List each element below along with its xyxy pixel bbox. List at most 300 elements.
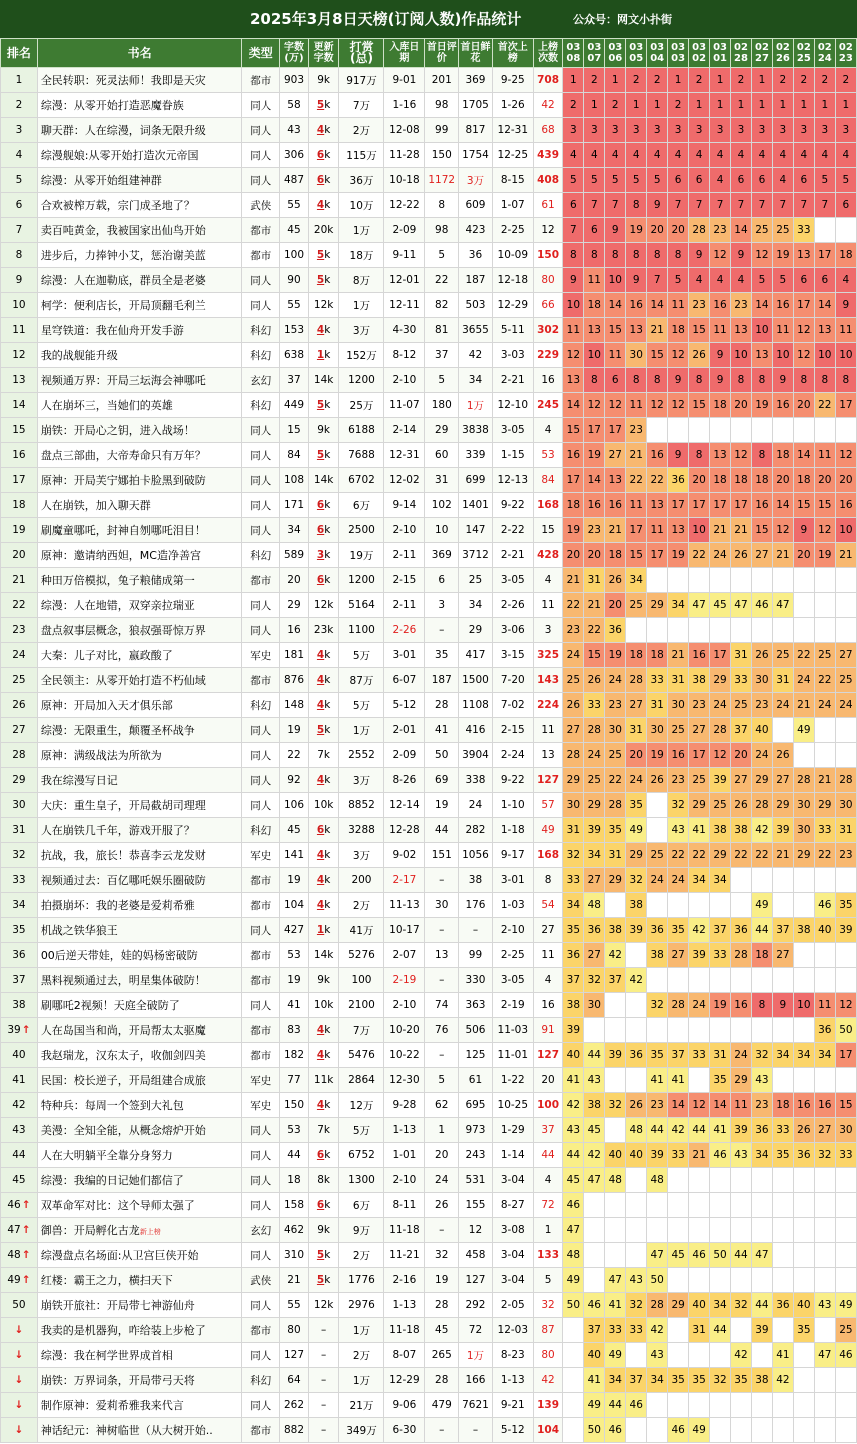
header-date: 03 01 <box>710 39 731 68</box>
table-row[interactable] <box>1 1318 857 1343</box>
tip-cell: 19万 <box>339 543 384 568</box>
rank-times-cell: 66 <box>533 293 563 318</box>
first-rank-date-cell: 1-13 <box>492 1368 533 1393</box>
daily-rank-cell: 28 <box>563 743 584 768</box>
type-cell: 科幻 <box>242 543 280 568</box>
daily-rank-cell: 4 <box>793 143 814 168</box>
daily-rank-cell: 9 <box>710 343 731 368</box>
rank-number: 34 <box>12 899 26 911</box>
enter-date-cell: 1-13 <box>384 1118 425 1143</box>
words-cell: 171 <box>280 493 309 518</box>
daily-rank-cell: 2 <box>605 93 626 118</box>
first-rank-date-cell: 3-08 <box>492 1218 533 1243</box>
daily-rank-cell: 4 <box>835 268 856 293</box>
table-row[interactable] <box>1 493 857 518</box>
daily-rank-cell: 24 <box>710 543 731 568</box>
book-name-cell <box>37 1368 242 1393</box>
table-row[interactable] <box>1 518 857 543</box>
table-row[interactable] <box>1 143 857 168</box>
rank-cell <box>1 843 38 868</box>
daily-rank-cell: 12 <box>814 518 835 543</box>
daily-rank-cell: 3 <box>814 118 835 143</box>
table-row[interactable] <box>1 993 857 1018</box>
daily-rank-cell <box>647 1393 668 1418</box>
daily-rank-cell: 16 <box>563 443 584 468</box>
update-words-cell <box>308 743 339 768</box>
update-words-number: 6 <box>316 524 325 536</box>
table-row[interactable] <box>1 868 857 893</box>
table-row[interactable] <box>1 168 857 193</box>
update-words-cell <box>308 543 339 568</box>
table-row[interactable] <box>1 668 857 693</box>
daily-rank-cell: 24 <box>814 693 835 718</box>
daily-rank-cell: 7 <box>689 193 710 218</box>
update-words-unit: 14k <box>313 374 334 386</box>
book-name-cell <box>37 293 242 318</box>
rank-number: 12 <box>12 349 26 361</box>
table-row[interactable] <box>1 843 857 868</box>
type-cell: 同人 <box>242 168 280 193</box>
enter-date-cell: 1-13 <box>384 1293 425 1318</box>
daily-rank-cell: 34 <box>605 1368 626 1393</box>
daily-rank-cell: 13 <box>814 318 835 343</box>
update-words-cell <box>308 368 339 393</box>
table-row[interactable] <box>1 568 857 593</box>
table-row[interactable] <box>1 268 857 293</box>
update-words-cell <box>308 318 339 343</box>
rank-down-icon: ↓ <box>14 1324 24 1336</box>
daily-rank-cell: 9 <box>668 443 689 468</box>
book-name-cell <box>37 643 242 668</box>
book-name-cell <box>37 1418 242 1443</box>
daily-rank-cell: 48 <box>584 893 605 918</box>
table-row[interactable] <box>1 618 857 643</box>
header-update-words: 更新字数 <box>308 39 339 68</box>
daily-rank-cell: 31 <box>772 668 793 693</box>
update-words-cell <box>308 668 339 693</box>
enter-date-cell: 10-17 <box>384 918 425 943</box>
rank-number: 15 <box>12 424 26 436</box>
daily-rank-cell: 14 <box>647 293 668 318</box>
daily-rank-cell: 20 <box>563 543 584 568</box>
table-row[interactable] <box>1 393 857 418</box>
daily-rank-cell: 31 <box>605 843 626 868</box>
words-cell: 58 <box>280 93 309 118</box>
words-cell: 77 <box>280 1068 309 1093</box>
table-row[interactable] <box>1 93 857 118</box>
rank-number: 13 <box>12 374 26 386</box>
rank-times-cell: 80 <box>533 1343 563 1368</box>
table-row[interactable] <box>1 443 857 468</box>
rank-times-cell: 16 <box>533 993 563 1018</box>
tip-cell: 7688 <box>339 443 384 468</box>
daily-rank-cell: 44 <box>647 1118 668 1143</box>
daily-rank-cell: 26 <box>626 1093 647 1118</box>
first-day-review-cell: 1 <box>425 1118 459 1143</box>
table-row[interactable] <box>1 643 857 668</box>
tip-cell: 6万 <box>339 1193 384 1218</box>
header-enter-date: 入库日期 <box>384 39 425 68</box>
enter-date-cell: 10-18 <box>384 168 425 193</box>
daily-rank-cell <box>814 1218 835 1243</box>
daily-rank-cell: 28 <box>751 793 772 818</box>
title-bar <box>0 0 857 38</box>
daily-rank-cell: 9 <box>668 368 689 393</box>
daily-rank-cell: 11 <box>626 393 647 418</box>
rank-times-cell: 53 <box>533 443 563 468</box>
daily-rank-cell: 1 <box>751 93 772 118</box>
update-words-unit: 10k <box>313 799 334 811</box>
enter-date-cell: 1-16 <box>384 93 425 118</box>
book-name: 视频通过去：百亿哪吒娱乐圈破防 <box>40 874 206 887</box>
daily-rank-cell <box>835 968 856 993</box>
daily-rank-cell: 2 <box>584 68 605 93</box>
table-row[interactable] <box>1 468 857 493</box>
words-cell: 29 <box>280 593 309 618</box>
table-row[interactable] <box>1 1243 857 1268</box>
rank-cell <box>1 943 38 968</box>
first-day-review-cell: 187 <box>425 668 459 693</box>
daily-rank-cell <box>584 1243 605 1268</box>
rank-number: 50 <box>12 1299 26 1311</box>
daily-rank-cell: 8 <box>793 368 814 393</box>
daily-rank-cell <box>626 1343 647 1368</box>
first-day-flower-cell: 503 <box>459 293 493 318</box>
first-rank-date-cell: 9-22 <box>492 493 533 518</box>
header-words: 字数(万) <box>280 39 309 68</box>
first-day-review-cell: 28 <box>425 1368 459 1393</box>
book-name: 视频通万界：开局三坛海会神哪吒 <box>40 374 206 387</box>
table-row[interactable] <box>1 818 857 843</box>
rank-cell <box>1 593 38 618</box>
daily-rank-cell <box>605 1068 626 1093</box>
update-words-unit: 14k <box>313 474 334 486</box>
page-title: 2025年3月8日天榜(订阅人数)作品统计 <box>250 10 522 28</box>
daily-rank-cell: 35 <box>668 918 689 943</box>
rank-times-cell: 11 <box>533 593 563 618</box>
table-row[interactable] <box>1 593 857 618</box>
first-day-flower-cell: – <box>459 918 493 943</box>
daily-rank-cell: 9 <box>563 268 584 293</box>
words-cell: 44 <box>280 1143 309 1168</box>
daily-rank-cell <box>647 618 668 643</box>
rank-times-cell: 3 <box>533 618 563 643</box>
first-day-flower-cell: – <box>459 1418 493 1443</box>
first-rank-date-cell: 12-18 <box>492 268 533 293</box>
daily-rank-cell: 13 <box>793 243 814 268</box>
enter-date-cell: 8-26 <box>384 768 425 793</box>
update-words-cell <box>308 768 339 793</box>
daily-rank-cell <box>689 1068 710 1093</box>
update-words-cell <box>308 1193 339 1218</box>
table-row[interactable] <box>1 1368 857 1393</box>
daily-rank-cell: 22 <box>751 843 772 868</box>
table-row[interactable] <box>1 218 857 243</box>
daily-rank-cell: 15 <box>563 418 584 443</box>
daily-rank-cell: 13 <box>605 468 626 493</box>
table-row[interactable] <box>1 318 857 343</box>
header-date: 02 27 <box>751 39 772 68</box>
daily-rank-cell <box>668 1343 689 1368</box>
rank-times-cell: 44 <box>533 1143 563 1168</box>
update-words-cell <box>308 893 339 918</box>
tip-cell: 12万 <box>339 1093 384 1118</box>
daily-rank-cell <box>772 1168 793 1193</box>
table-row[interactable] <box>1 893 857 918</box>
daily-rank-cell: 17 <box>647 543 668 568</box>
daily-rank-cell: 26 <box>647 768 668 793</box>
first-day-review-cell: 62 <box>425 1093 459 1118</box>
first-day-flower-cell: 7621 <box>459 1393 493 1418</box>
rank-number: 33 <box>12 874 26 886</box>
rank-times-cell: 229 <box>533 343 563 368</box>
book-name-cell <box>37 368 242 393</box>
daily-rank-cell: 37 <box>563 968 584 993</box>
daily-rank-cell: 26 <box>689 343 710 368</box>
daily-rank-cell: 4 <box>835 143 856 168</box>
table-row[interactable] <box>1 968 857 993</box>
daily-rank-cell: 37 <box>626 1368 647 1393</box>
table-row[interactable] <box>1 1093 857 1118</box>
daily-rank-cell: 24 <box>668 868 689 893</box>
table-row[interactable] <box>1 1343 857 1368</box>
daily-rank-cell: 33 <box>793 218 814 243</box>
header-date: 02 25 <box>793 39 814 68</box>
daily-rank-cell <box>772 1218 793 1243</box>
words-cell: 90 <box>280 268 309 293</box>
first-day-review-cell: 37 <box>425 343 459 368</box>
daily-rank-cell: 1 <box>605 68 626 93</box>
enter-date-cell: 9-28 <box>384 1093 425 1118</box>
table-row[interactable] <box>1 243 857 268</box>
first-day-review-cell: – <box>425 918 459 943</box>
table-row[interactable] <box>1 1143 857 1168</box>
first-day-flower-cell: 1万 <box>459 393 493 418</box>
type-cell: 同人 <box>242 1243 280 1268</box>
table-row[interactable] <box>1 743 857 768</box>
book-name-cell <box>37 818 242 843</box>
daily-rank-cell: 29 <box>668 1293 689 1318</box>
table-row[interactable] <box>1 1118 857 1143</box>
daily-rank-cell <box>835 1243 856 1268</box>
daily-rank-cell: 16 <box>772 293 793 318</box>
first-rank-date-cell: 2-26 <box>492 593 533 618</box>
table-row[interactable] <box>1 1393 857 1418</box>
daily-rank-cell: 17 <box>731 493 752 518</box>
update-words-cell <box>308 1143 339 1168</box>
table-row[interactable] <box>1 793 857 818</box>
daily-rank-cell: 39 <box>772 818 793 843</box>
rank-cell <box>1 893 38 918</box>
daily-rank-cell: 39 <box>563 1018 584 1043</box>
book-name-cell <box>37 693 242 718</box>
daily-rank-cell <box>814 568 835 593</box>
daily-rank-cell: 20 <box>689 468 710 493</box>
table-row[interactable] <box>1 1193 857 1218</box>
book-name: 人在岛国当和尚，开局帮太太驱魔 <box>40 1024 206 1037</box>
first-day-flower-cell: 423 <box>459 218 493 243</box>
enter-date-cell: 8-07 <box>384 1343 425 1368</box>
book-name: 我卖的是机器狗，咋给装上步枪了 <box>40 1324 206 1337</box>
update-words-number: 6 <box>316 174 325 186</box>
rank-cell <box>1 368 38 393</box>
update-words-number: 1 <box>316 924 325 936</box>
daily-rank-cell: 9 <box>689 243 710 268</box>
book-name: 全民转职：死灵法师！我即是天灾 <box>40 74 206 87</box>
daily-rank-cell: 21 <box>710 518 731 543</box>
first-rank-date-cell: 1-14 <box>492 1143 533 1168</box>
daily-rank-cell: 16 <box>793 1093 814 1118</box>
daily-rank-cell: 1 <box>584 93 605 118</box>
table-row[interactable] <box>1 368 857 393</box>
rank-number: 49 <box>7 1274 21 1286</box>
table-row[interactable] <box>1 193 857 218</box>
type-cell: 都市 <box>242 668 280 693</box>
update-words-cell <box>308 1343 339 1368</box>
daily-rank-cell: 4 <box>689 143 710 168</box>
daily-rank-cell <box>835 1418 856 1443</box>
daily-rank-cell: 43 <box>626 1268 647 1293</box>
daily-rank-cell: 42 <box>751 818 772 843</box>
daily-rank-cell: 45 <box>668 1243 689 1268</box>
enter-date-cell: 5-12 <box>384 693 425 718</box>
daily-rank-cell: 31 <box>584 568 605 593</box>
table-row[interactable] <box>1 943 857 968</box>
rank-cell <box>1 1393 38 1418</box>
daily-rank-cell: 36 <box>772 1293 793 1318</box>
update-words-cell <box>308 518 339 543</box>
rank-number: 24 <box>12 649 26 661</box>
words-cell: 310 <box>280 1243 309 1268</box>
daily-rank-cell: 18 <box>751 943 772 968</box>
update-words-unit: k <box>324 924 331 936</box>
daily-rank-cell: 6 <box>689 168 710 193</box>
daily-rank-cell <box>710 1018 731 1043</box>
daily-rank-cell: 38 <box>626 893 647 918</box>
book-name-cell <box>37 993 242 1018</box>
first-day-flower-cell: 282 <box>459 818 493 843</box>
daily-rank-cell <box>793 1418 814 1443</box>
type-cell: 都市 <box>242 943 280 968</box>
tip-cell: 1万 <box>339 218 384 243</box>
first-day-flower-cell: 125 <box>459 1043 493 1068</box>
daily-rank-cell: 3 <box>835 118 856 143</box>
daily-rank-cell: 35 <box>605 818 626 843</box>
rank-cell <box>1 218 38 243</box>
rank-up-icon: ↑ <box>21 1274 31 1286</box>
daily-rank-cell <box>793 868 814 893</box>
table-row[interactable] <box>1 1043 857 1068</box>
book-name-cell <box>37 1168 242 1193</box>
table-row[interactable] <box>1 693 857 718</box>
rank-times-cell: 84 <box>533 468 563 493</box>
update-words-unit: 7k <box>317 1124 331 1136</box>
update-words-unit: k <box>324 874 331 886</box>
table-row[interactable] <box>1 1418 857 1443</box>
table-row[interactable] <box>1 1018 857 1043</box>
rank-cell <box>1 693 38 718</box>
table-row[interactable] <box>1 768 857 793</box>
table-row[interactable] <box>1 1068 857 1093</box>
daily-rank-cell <box>772 1068 793 1093</box>
daily-rank-cell <box>835 743 856 768</box>
table-row[interactable] <box>1 68 857 93</box>
first-rank-date-cell: 8-23 <box>492 1343 533 1368</box>
type-cell: 都市 <box>242 68 280 93</box>
daily-rank-cell: 40 <box>605 1143 626 1168</box>
rank-number: 5 <box>15 174 23 186</box>
tip-cell: 6万 <box>339 493 384 518</box>
daily-rank-cell <box>772 968 793 993</box>
daily-rank-cell: 26 <box>793 1118 814 1143</box>
tip-cell: 10万 <box>339 193 384 218</box>
rank-times-cell: 168 <box>533 843 563 868</box>
daily-rank-cell: 21 <box>584 593 605 618</box>
daily-rank-cell: 7 <box>731 193 752 218</box>
table-row[interactable] <box>1 343 857 368</box>
type-cell: 同人 <box>242 418 280 443</box>
update-words-number: 4 <box>316 324 325 336</box>
daily-rank-cell <box>668 968 689 993</box>
table-row[interactable] <box>1 293 857 318</box>
enter-date-cell: 11-13 <box>384 893 425 918</box>
rank-cell <box>1 818 38 843</box>
table-row[interactable] <box>1 1293 857 1318</box>
daily-rank-cell: 34 <box>751 1143 772 1168</box>
table-row[interactable] <box>1 1168 857 1193</box>
daily-rank-cell <box>668 1393 689 1418</box>
table-row[interactable] <box>1 1268 857 1293</box>
daily-rank-cell: 34 <box>710 1293 731 1318</box>
enter-date-cell: 6-07 <box>384 668 425 693</box>
update-words-cell <box>308 1118 339 1143</box>
table-row[interactable] <box>1 718 857 743</box>
table-row[interactable] <box>1 543 857 568</box>
table-row[interactable] <box>1 918 857 943</box>
daily-rank-cell: 22 <box>793 643 814 668</box>
daily-rank-cell <box>689 968 710 993</box>
daily-rank-cell: 29 <box>584 793 605 818</box>
daily-rank-cell: 13 <box>751 343 772 368</box>
daily-rank-cell: 14 <box>605 293 626 318</box>
daily-rank-cell: 3 <box>751 118 772 143</box>
first-day-review-cell: 180 <box>425 393 459 418</box>
daily-rank-cell: 2 <box>772 68 793 93</box>
update-words-number: 6 <box>316 824 325 836</box>
rank-times-cell: 127 <box>533 768 563 793</box>
daily-rank-cell: 1 <box>731 93 752 118</box>
update-words-unit: – <box>321 1374 327 1386</box>
table-row[interactable] <box>1 1218 857 1243</box>
update-words-cell <box>308 1168 339 1193</box>
words-cell: 34 <box>280 518 309 543</box>
table-row[interactable] <box>1 118 857 143</box>
table-row[interactable] <box>1 418 857 443</box>
daily-rank-cell: 6 <box>793 268 814 293</box>
update-words-number: 6 <box>316 574 325 586</box>
daily-rank-cell: 7 <box>647 268 668 293</box>
rank-number: 45 <box>12 1174 26 1186</box>
update-words-cell <box>308 693 339 718</box>
type-cell: 同人 <box>242 743 280 768</box>
daily-rank-cell <box>605 1218 626 1243</box>
daily-rank-cell <box>605 1018 626 1043</box>
daily-rank-cell: 4 <box>626 143 647 168</box>
book-name-cell <box>37 768 242 793</box>
first-rank-date-cell: 3-03 <box>492 343 533 368</box>
daily-rank-cell: 44 <box>731 1243 752 1268</box>
daily-rank-cell: 12 <box>793 343 814 368</box>
